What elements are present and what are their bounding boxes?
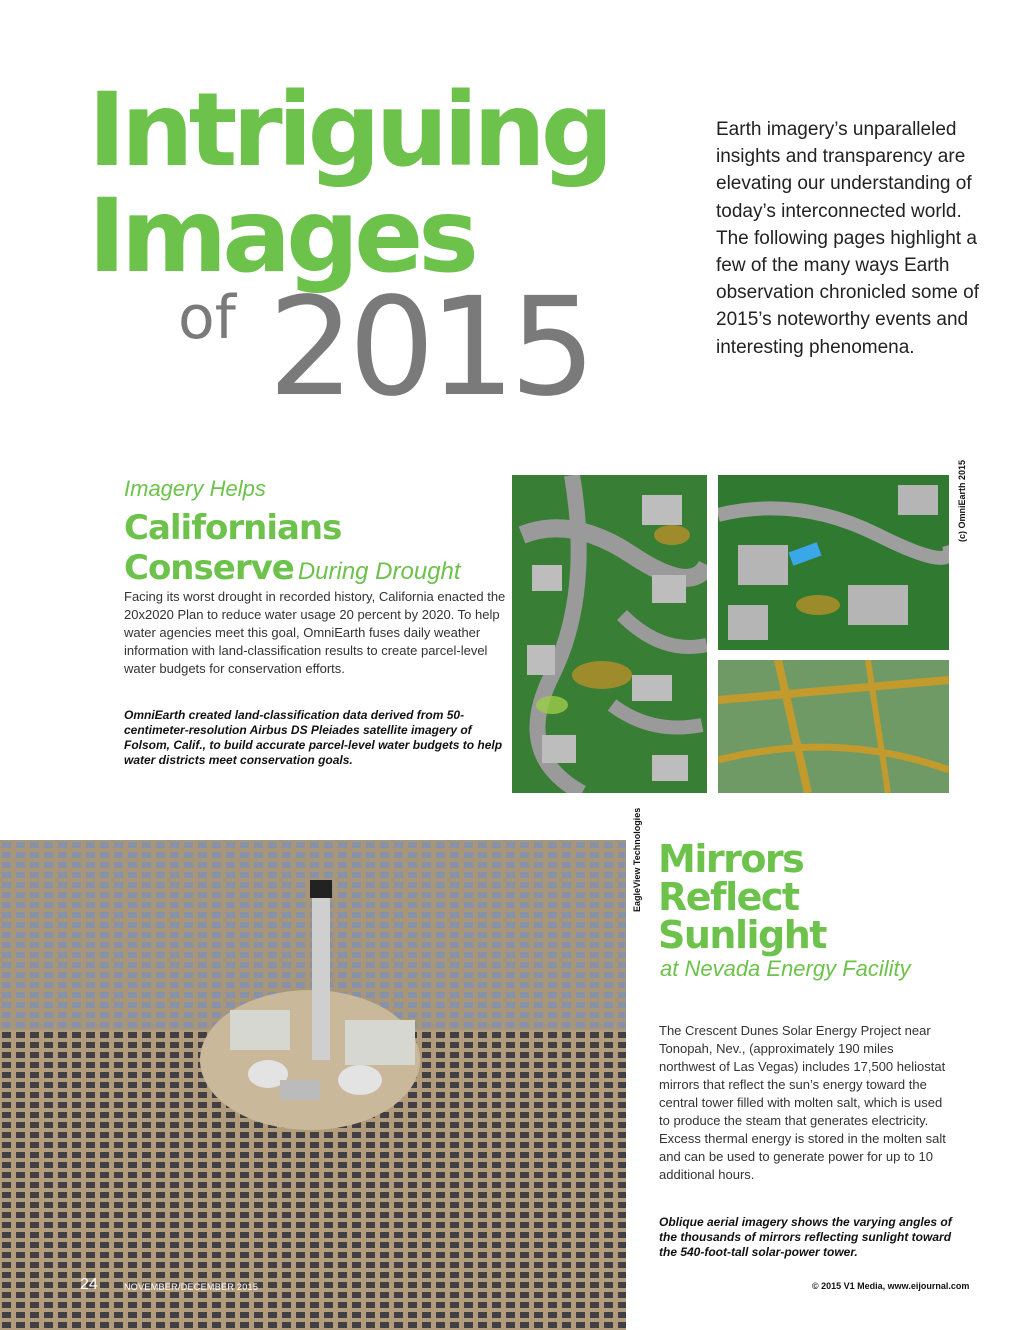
intro-paragraph: Earth imagery’s unparalleled insights and transparency are elevating our understanding of today’s interconnected world. The following pages highlight a few of the many ways Earth observation chronicled some of 2015’s noteworthy events and interesting phenomena. <box>716 119 979 358</box>
title-of: of <box>178 283 236 353</box>
section1-headline <box>124 508 461 592</box>
section2-headline-line-3: Sunlight <box>658 913 826 957</box>
section2-headline <box>658 837 826 957</box>
title-year: 2015 <box>268 269 591 427</box>
section2-headline-line-1: Mirrors <box>658 837 804 881</box>
issue-date: NOVEMBER/DECEMBER 2015 <box>124 1282 259 1292</box>
section1-caption: OmniEarth created land-classification data derived from 50-centimeter-resolution Airbus DS Pleiades satellite imagery of Folsom, Calif., to build accurate parcel-level water budgets to help water districts meet conservation goals. <box>124 708 503 767</box>
section1-photo-credit: (c) OmniEarth 2015 <box>957 459 967 542</box>
page-title <box>88 71 609 296</box>
land-classification-image-top-right <box>718 475 949 650</box>
copyright: © 2015 V1 Media, www.eijournal.com <box>812 1281 970 1291</box>
section2-photo-credit: EagleView Technologies <box>632 807 642 912</box>
section1-body: Facing its worst drought in recorded history, California enacted the 20x2020 Plan to reduce water usage 20 percent by 2020. To help water agencies meet this goal, OmniEarth fuses daily weather information with land-classification results to create parcel-level water budgets for conservation efforts. <box>124 589 506 676</box>
solar-facility-image <box>0 840 626 1330</box>
land-classification-image-bottom-right <box>718 660 949 793</box>
section2-headline-line-2: Reflect <box>658 875 799 919</box>
section1-headline-line-2 <box>124 548 461 592</box>
title-line-2: Images <box>88 177 474 296</box>
section1-headline-word: Conserve <box>124 548 294 588</box>
section1-headline-line-1: Californians <box>124 508 342 548</box>
land-classification-image-large <box>512 475 707 793</box>
section1-headline-sub: During Drought <box>297 558 461 585</box>
section2-subhead: at Nevada Energy Facility <box>660 956 911 981</box>
section2-body: The Crescent Dunes Solar Energy Project near Tonopah, Nev., (approximately 190 miles northwest of Las Vegas) includes 17,500 heliostat mirrors that reflect the sun’s energy toward the central tower filled with molten salt, which is used to produce the steam that generates electricity. Excess thermal energy is stored in the molten salt and can be used to generate power for up to 10 additional hours. <box>659 1023 946 1182</box>
section1-kicker: Imagery Helps <box>124 476 266 501</box>
title-line-1: Intriguing <box>88 71 609 190</box>
page-number: 24 <box>80 1276 98 1293</box>
section2-caption: Oblique aerial imagery shows the varying angles of the thousands of mirrors reflecting sunlight toward the 540-foot-tall solar-power tower. <box>659 1215 952 1259</box>
